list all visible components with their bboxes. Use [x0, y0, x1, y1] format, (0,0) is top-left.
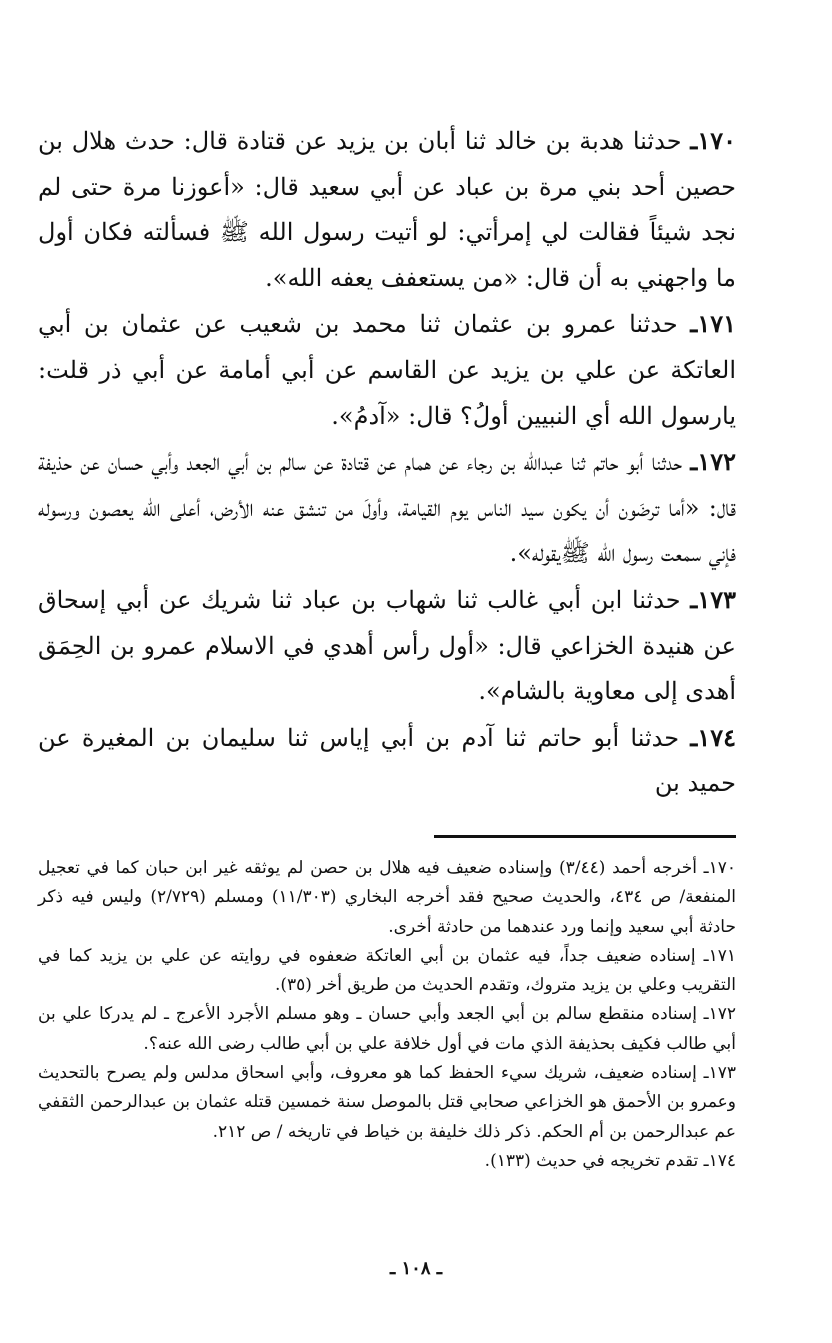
footnote-divider — [434, 835, 736, 838]
hadith-text: حدثنا ابن أبي غالب ثنا شهاب بن عباد ثنا شريك عن أبي إسحاق عن هنيدة الخزاعي قال: «أول رأس أهدي في الاسلام عمرو بن الحِمَق أهدى إلى معاوية بالشام». — [38, 585, 737, 706]
hadith-paragraph — [38, 301, 736, 439]
footnote: ١٧٠ـ أخرجه أحمد (٣/٤٤) وإسناده ضعيف فيه هلال بن حصن لم يوثقه غير ابن حبان كما في تعجيل المنفعة/ ص ٤٣٤، والحديث صحيح فقد أخرجه البخاري (١١/٣٠٣) ومسلم (٢/٧٢٩) وليس فيه ذكر حادثة أبي سعيد وإنما ورد عندهما من حادثة أخرى. — [38, 857, 736, 937]
hadith-paragraph — [38, 439, 736, 577]
main-text — [38, 118, 736, 807]
hadith-text: حدثنا عمرو بن عثمان ثنا محمد بن شعيب عن عثمان بن أبي العاتكة عن علي بن يزيد عن القاسم عن أبي أمامة عن أبي ذر قلت: يارسول الله أي النبيين أولُ؟ قال: «آدمُ». — [38, 310, 736, 430]
hadith-number: ١٧٢ـ — [690, 447, 736, 477]
footnote: ١٧٤ـ تقدم تخريجه في حديث (١٣٣). — [484, 1150, 736, 1171]
hadith-text: حدثنا أبو حاتم ثنا آدم بن أبي إياس ثنا سليمان بن المغيرة عن حميد بن — [38, 723, 736, 798]
footnotes — [38, 854, 736, 1176]
page-content — [38, 118, 736, 1318]
hadith-text: حدثنا أبو حاتم ثنا عبدالله بن رجاء عن همام عن قتادة عن سالم بن أبي الجعد وأبي حسان عن حذيفة قال: «أما ترضَون أن يكون سيد الناس يوم القيامة، وأولَ من تنشق عنه الأرض، أعلى الله يعصون ورسوله فإني سمعت رسول الله ﷺيقوله». — [38, 448, 736, 568]
hadith-paragraph — [38, 715, 736, 807]
page-number: ـ ١٠٨ ـ — [389, 1258, 443, 1279]
hadith-paragraph — [38, 118, 736, 301]
footnote: ١٧٢ـ إسناده منقطع سالم بن أبي الجعد وأبي حسان ـ وهو مسلم الأجرد الأعرج ـ لم يدركا علي بن أبي طالب فكيف بحذيفة الذي مات في أول خلافة علي بن أبي طالب رضى الله عنه؟. — [38, 1004, 736, 1054]
hadith-text: حدثنا هدبة بن خالد ثنا أبان بن يزيد عن قتادة قال: حدث هلال بن حصين أحد بني مرة بن عباد عن أبي سعيد قال: «أعوزنا مرة حتى لم نجد شيئاً فقالت لي إمرأتي: لو أتيت رسول الله ﷺ فسألته فكان أول ما واجهني به أن قال: «من يستعفف يعفه الله». — [38, 127, 736, 292]
footnote: ١٧٣ـ إسناده ضعيف، شريك سيء الحفظ كما هو معروف، وأبي اسحاق مدلس ولم يصرح بالتحديث وعمرو بن الأحمق هو الخزاعي صحابي قتل بالموصل سنة خمسين قتله عثمان بن عبدالرحمن الثقفي عم عبدالرحمن بن أم الحكم. ذكر ذلك خليفة بن خياط في تاريخه / ص ٢١٢. — [38, 1062, 736, 1142]
hadith-number: ١٧٣ـ — [690, 584, 736, 614]
hadith-number: ١٧٠ـ — [690, 126, 736, 155]
hadith-number: ١٧١ـ — [690, 309, 736, 339]
hadith-paragraph — [38, 577, 736, 715]
hadith-number: ١٧٤ـ — [690, 722, 736, 752]
footnote: ١٧١ـ إسناده ضعيف جداً، فيه عثمان بن أبي العاتكة ضعفوه في روايته عن علي بن يزيد كما في التقريب وعلي بن يزيد متروك، وتقدم الحديث من طريق أخر (٣٥). — [38, 945, 736, 996]
